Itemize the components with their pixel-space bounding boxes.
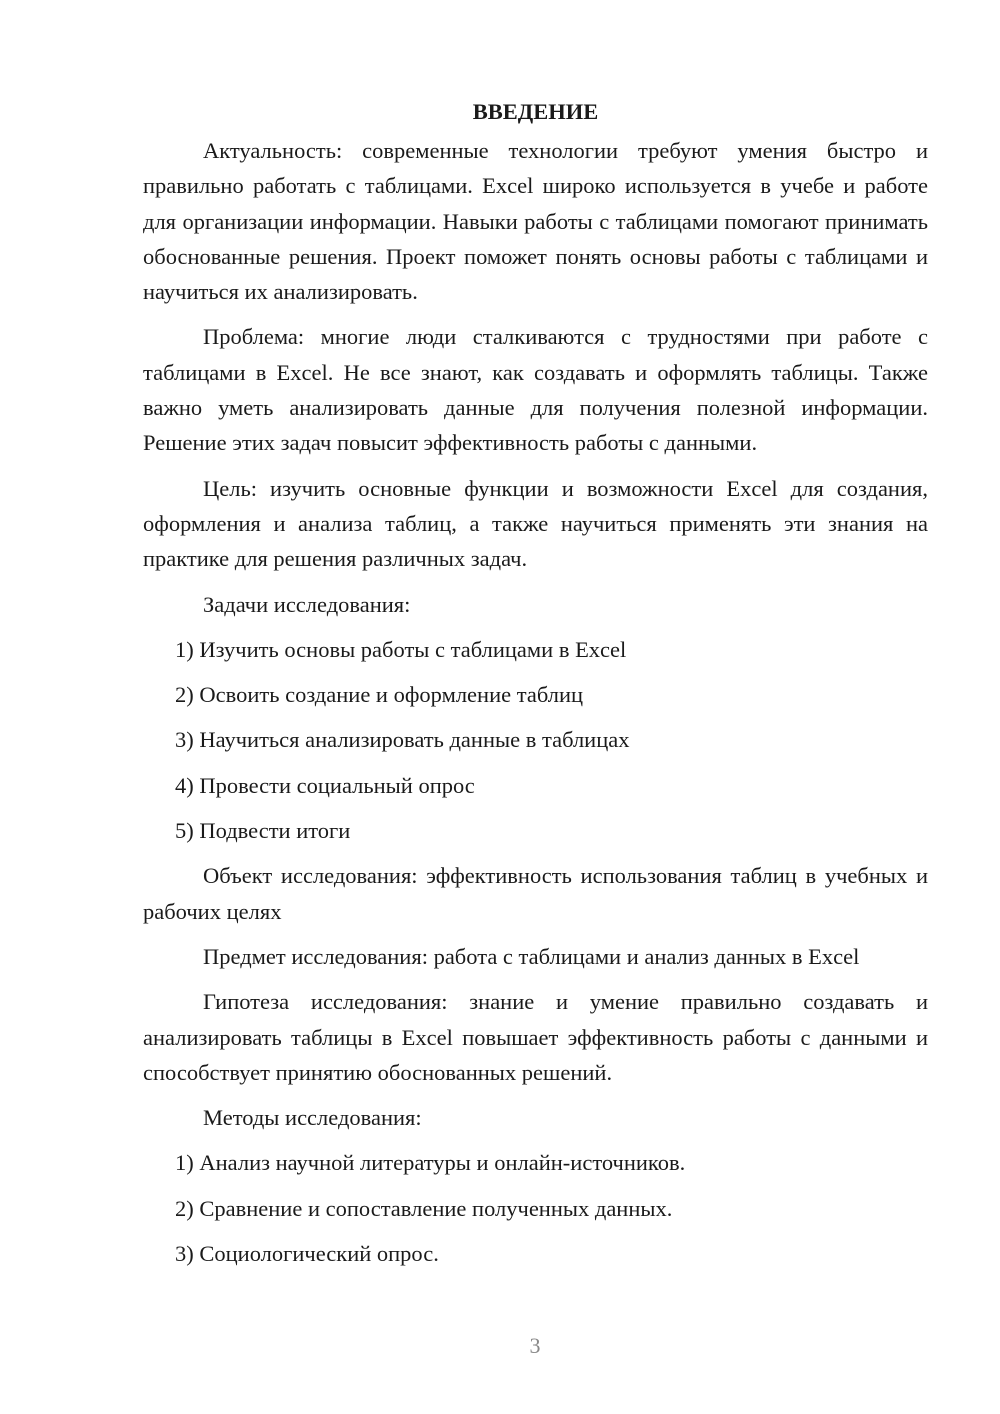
object-paragraph: Объект исследования: эффективность использования таблиц в учебных и рабочих целях bbox=[143, 863, 928, 924]
hypothesis-paragraph: Гипотеза исследования: знание и умение правильно создавать и анализировать таблицы в Excel повышает эффективность работы с данными и способствует принятию обоснованных решений. bbox=[143, 989, 928, 1085]
relevance-paragraph: Актуальность: современные технологии требуют умения быстро и правильно работать с таблицами. Excel широко используется в учебе и работе для организации информации. Навыки работы с таблицами помогают принимать обоснованные решения. Проект поможет понять основы работы с таблицами и научиться их анализировать. bbox=[143, 138, 928, 305]
task-item: 5) Подвести итоги bbox=[175, 818, 351, 844]
problem-paragraph: Проблема: многие люди сталкиваются с трудностями при работе с таблицами в Excel. Не все знают, как создавать и оформлять таблицы. Также важно уметь анализировать данные для получения полезной информации. Решение этих задач повысит эффективность работы с данными. bbox=[143, 324, 928, 456]
task-item: 3) Научиться анализировать данные в таблицах bbox=[175, 727, 630, 753]
method-item: 3) Социологический опрос. bbox=[175, 1241, 439, 1267]
section-title: ВВЕДЕНИЕ bbox=[472, 99, 599, 124]
subject-paragraph: Предмет исследования: работа с таблицами и анализ данных в Excel bbox=[203, 943, 860, 969]
method-item: 2) Сравнение и сопоставление полученных данных. bbox=[175, 1195, 673, 1221]
methods-heading: Методы исследования: bbox=[203, 1105, 422, 1131]
task-item: 4) Провести социальный опрос bbox=[175, 772, 475, 798]
page-number: 3 bbox=[529, 1333, 541, 1358]
task-item: 1) Изучить основы работы с таблицами в Excel bbox=[175, 636, 627, 662]
document-page bbox=[143, 94, 928, 1281]
method-item: 1) Анализ научной литературы и онлайн-источников. bbox=[175, 1150, 686, 1176]
goal-paragraph: Цель: изучить основные функции и возможности Excel для создания, оформления и анализа таблиц, а также научиться применять эти знания на практике для решения различных задач. bbox=[143, 475, 928, 572]
tasks-heading: Задачи исследования: bbox=[203, 591, 411, 617]
task-item: 2) Освоить создание и оформление таблиц bbox=[175, 682, 584, 708]
